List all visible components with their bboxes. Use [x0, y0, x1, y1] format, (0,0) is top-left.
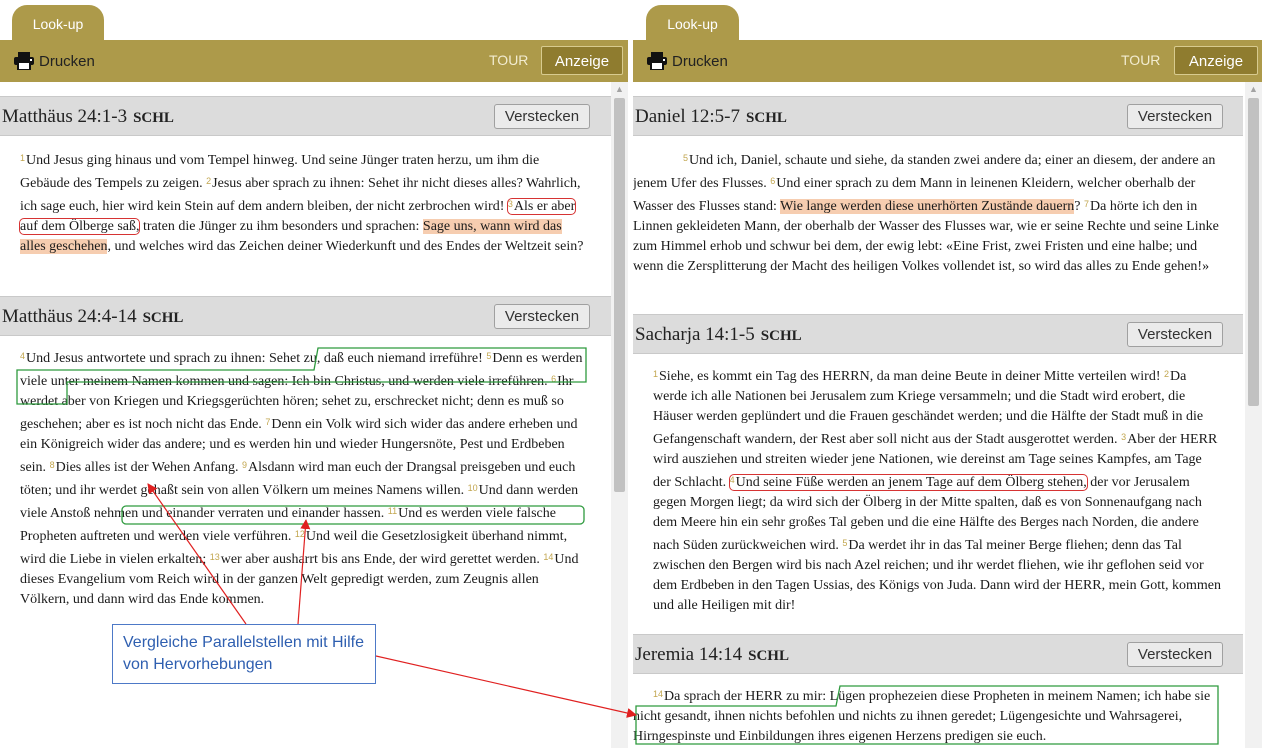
verse-text: Und ich, Daniel, schaute und siehe, da standen zwei andere da; einer an diesem, der andere an jenem Ufer des Flusses. [633, 153, 1216, 191]
verse-text: Und dieses Evangelium vom Reich wird in der ganzen Welt gepredigt werden, zum Zeugnis allen Völkern, und dann wird das Ende kommen. [20, 552, 579, 607]
passage-text [633, 148, 1223, 277]
passage-reference: Daniel 12:5-7 SCHL [635, 106, 787, 127]
red-outlined-verse: $^3$Als er aber auf dem Ölberge saß, [20, 199, 576, 234]
passage-section [0, 296, 611, 607]
verse-number: 6 [770, 176, 776, 186]
passage-reference: Matthäus 24:4-14 SCHL [2, 306, 184, 327]
verse-text: traten die Jünger zu ihm besonders und sprachen: [139, 219, 423, 234]
printer-icon [647, 52, 667, 70]
passage-header [633, 634, 1243, 674]
verse-text: Da sprach der HERR zu mir: Lügen prophezeien diese Propheten in meinem Namen; ich habe sie nicht gesandt, ihnen nichts befohlen und nichts zu ihnen geredet; Lügengesichte und Wahrsagerei, Hirngespinste und Einbildungen ihres eigenen Herzens predigen sie euch. [633, 689, 1211, 744]
verse-text: Aber der HERR wird ausziehen und streiten wieder jene Nationen, wie dereinst am Tage seines Kampfes, am Tage der Schlacht. [653, 432, 1218, 490]
verse-text: Siehe, es kommt ein Tag des HERRN, da man deine Beute in deiner Mitte verteilen wird! [659, 369, 1164, 384]
verse-number: 14 [653, 689, 664, 699]
passage-section [633, 634, 1243, 744]
verse-number: 4 [729, 475, 735, 485]
scrollbar[interactable] [1245, 82, 1262, 748]
print-label: Drucken [672, 52, 728, 70]
verse-text: Dies alles ist der Wehen Anfang. [55, 460, 242, 475]
scroll-thumb[interactable] [614, 98, 625, 492]
verse-text: Und es werden viele falsche Propheten auftreten und werden viele verführen. [20, 506, 556, 544]
hide-button[interactable]: Verstecken [494, 104, 590, 129]
verse-number: 2 [206, 176, 212, 186]
red-outlined-verse: $^4$Und seine Füße werden an jenem Tage auf dem Ölberg stehen, [729, 475, 1087, 490]
verse-text: Alsdann wird man euch der Drangsal preisgeben und euch töten; und ihr werdet gehaßt sein von allen Völkern um meines Namens willen. [20, 460, 576, 498]
annotation-callout: Vergleiche Parallelstellen mit Hilfe von Hervorhebungen [112, 624, 376, 684]
tab-look-up[interactable]: Look-up [12, 5, 104, 41]
passage-reference: Sacharja 14:1-5 SCHL [635, 324, 802, 345]
verse-text: Und dann werden viele Anstoß nehmen und einander verraten und einander hassen. [20, 483, 579, 521]
passage-text [633, 684, 1221, 747]
scrollbar[interactable] [611, 82, 628, 748]
highlighted-text: Wie lange werden diese unerhörten Zustände dauern [780, 199, 1075, 214]
display-button[interactable]: Anzeige [541, 46, 623, 75]
tour-link[interactable]: TOUR [1121, 52, 1161, 68]
passage-header [633, 96, 1243, 136]
passage-section [633, 314, 1243, 613]
tour-link[interactable]: TOUR [489, 52, 529, 68]
verse-number: 1 [20, 153, 26, 163]
passage-text [20, 346, 590, 610]
verse-text: Da werdet ihr in das Tal meiner Berge fliehen; denn das Tal zwischen den Bergen wird bis nach Azel reichen; und ihr werdet fliehen, wie ihr geflohen seid vor dem Erdbeben in den Tagen Ussias, des Königs von Juda. Dann wird der HERR, mein Gott, kommen und alle Heiligen mit dir! [653, 538, 1222, 613]
verse-number: 6 [551, 374, 557, 384]
verse-text: Da hörte ich den in Linnen gekleideten Mann, der oberhalb der Wasser des Flusses war, wie er seine Rechte und seine Linke zum Himmel erhob und schwur bei dem, der ewig lebt: «Eine Frist, zwei Fristen und eine halbe; und wenn die Zersplitterung der Macht des heiligen Volkes vollendet ist, so wird das alles zu Ende gehen!» [633, 199, 1219, 274]
passage-section [0, 96, 611, 254]
verse-number: 13 [209, 552, 220, 562]
passage-text [20, 148, 588, 257]
print-button[interactable] [14, 50, 95, 72]
scroll-up-icon[interactable]: ▲ [615, 84, 624, 94]
hide-button[interactable]: Verstecken [494, 304, 590, 329]
verse-text: Ihr werdet aber von Kriegen und Kriegsgerüchten hören; sehet zu, erschrecket nicht; denn es muß so geschehen; aber es ist noch nicht das Ende. [20, 374, 574, 432]
print-button[interactable] [647, 50, 728, 72]
pane-toolbar [633, 40, 1262, 82]
verse-number: 9 [241, 460, 247, 470]
verse-number: 5 [842, 538, 848, 548]
display-button[interactable]: Anzeige [1174, 46, 1258, 75]
passage-header [0, 96, 611, 136]
verse-number: 14 [543, 552, 554, 562]
verse-number: 10 [467, 483, 478, 493]
verse-number: 1 [653, 369, 659, 379]
pane-toolbar [0, 40, 628, 82]
tab-look-up[interactable]: Look-up [646, 5, 739, 41]
verse-text: der vor Jerusalem gegen Morgen liegt; da wird sich der Ölberg in der Mitte spalten, daß es von Sonnenaufgang nach dem Meere hin ein sehr großes Tal geben und die eine Hälfte des Berges nach Norden, die andere nach Süden zurückweichen wird. [653, 475, 1202, 553]
passage-reference: Jeremia 14:14 SCHL [635, 644, 789, 665]
verse-number: 8 [49, 460, 55, 470]
verse-text: , und welches wird das Zeichen deiner Wiederkunft und des Endes der Weltzeit sein? [107, 239, 584, 254]
verse-number: 7 [1083, 199, 1089, 209]
scroll-thumb[interactable] [1248, 98, 1259, 406]
passage-header [633, 314, 1243, 354]
verse-number: 3 [1121, 432, 1127, 442]
verse-number: 3 [507, 199, 513, 209]
verse-number: 5 [683, 153, 689, 163]
hide-button[interactable]: Verstecken [1127, 322, 1223, 347]
hide-button[interactable]: Verstecken [1127, 104, 1223, 129]
verse-text: Jesus aber sprach zu ihnen: Sehet ihr nicht dieses alles? Wahrlich, ich sage euch, hier wird kein Stein auf dem andern bleiben, der nicht zerbrochen wird! [20, 176, 581, 214]
verse-text: Und Jesus antwortete und sprach zu ihnen: Sehet zu, daß euch niemand irreführe! [26, 351, 487, 366]
passage-list [633, 82, 1262, 748]
verse-number: 2 [1164, 369, 1170, 379]
verse-text: Da werde ich alle Nationen bei Jerusalem zum Kriege versammeln; und die Stadt wird erobert, die Häuser werden geplündert und die Frauen geschändet werden; und die Hälfte der Stadt muß in die Gefangenschaft wandern, der Rest aber soll nicht aus der Stadt ausgerottet werden. [653, 369, 1204, 447]
verse-text: Und einer sprach zu dem Mann in leinenen Kleidern, welcher oberhalb der Wasser des Flusses stand: [633, 176, 1196, 214]
verse-text: Und weil die Gesetzlosigkeit überhand nimmt, wird die Liebe in vielen erkalten; [20, 529, 568, 567]
verse-text: wer aber ausharrt bis ans Ende, der wird gerettet werden. [220, 552, 544, 567]
verse-number: 4 [20, 351, 26, 361]
verse-number: 5 [486, 351, 492, 361]
verse-number: 12 [294, 529, 305, 539]
highlighted-text: Sage uns, wann wird das alles geschehen [20, 219, 562, 254]
verse-text: ? [1074, 199, 1084, 214]
passage-reference: Matthäus 24:1-3 SCHL [2, 106, 174, 127]
passage-header [0, 296, 611, 336]
right-lookup-pane [633, 0, 1262, 748]
verse-text: Und Jesus ging hinaus und vom Tempel hinweg. Und seine Jünger traten herzu, um ihm die Gebäude des Tempels zu zeigen. [20, 153, 540, 191]
scroll-up-icon[interactable]: ▲ [1249, 84, 1258, 94]
print-label: Drucken [39, 52, 95, 70]
printer-icon [14, 52, 34, 70]
verse-text: Denn es werden viele unter meinem Namen kommen und sagen: Ich bin Christus, und werden viele irreführen. [20, 351, 583, 389]
passage-text [653, 364, 1221, 616]
verse-number: 11 [387, 506, 398, 516]
verse-text: Denn ein Volk wird sich wider das andere erheben und ein Königreich wider das andere; und es werden hin und wieder Hungersnöte, Pest und Erdbeben sein. [20, 417, 578, 475]
verse-number: 7 [265, 417, 271, 427]
hide-button[interactable]: Verstecken [1127, 642, 1223, 667]
passage-section [633, 96, 1243, 274]
